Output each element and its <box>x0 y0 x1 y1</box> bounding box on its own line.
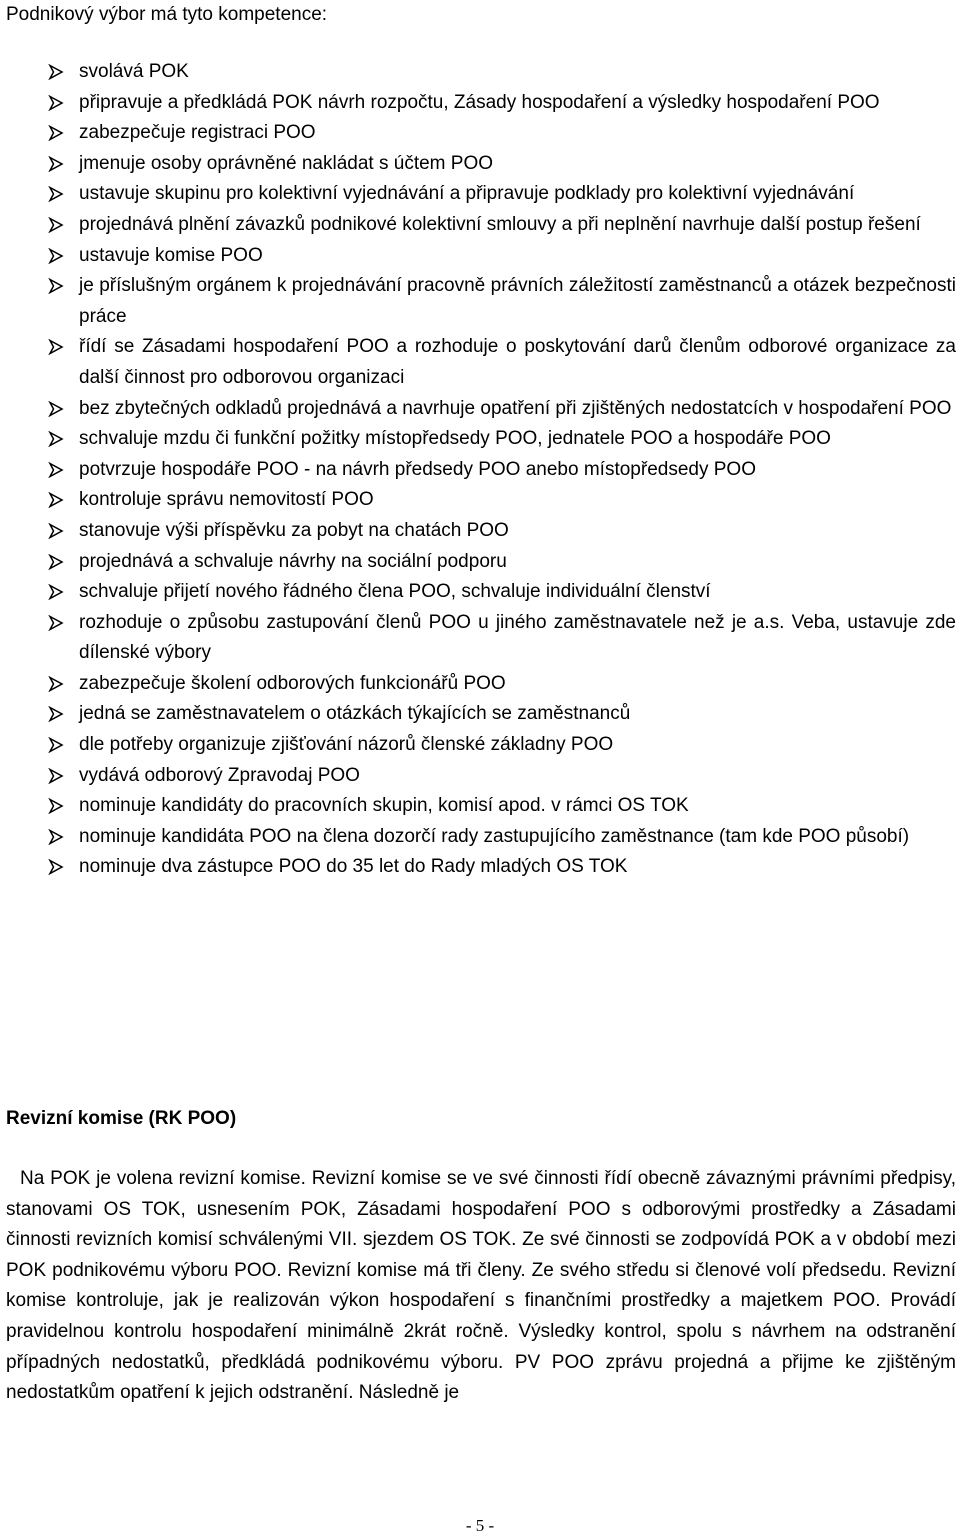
list-item <box>0 455 958 486</box>
list-item-text: schvaluje mzdu či funkční požitky místopředsedy POO, jednatele POO a hospodáře POO <box>79 428 831 450</box>
arrow-bullet-icon <box>48 829 64 845</box>
list-item <box>0 822 958 853</box>
list-item-text: nominuje kandidáta POO na člena dozorčí rady zastupujícího zaměstnance (tam kde POO působí) <box>79 825 910 847</box>
list-item-text: stanovuje výši příspěvku za pobyt na chatách POO <box>79 519 509 541</box>
arrow-bullet-icon <box>48 523 64 539</box>
list-item <box>0 210 958 241</box>
list-item-text: kontroluje správu nemovitostí POO <box>79 489 374 511</box>
list-item-text: rozhoduje o způsobu zastupování členů POO u jiného zaměstnavatele než je a.s. Veba, ustavuje zde dílenské výbory <box>79 611 956 664</box>
list-item <box>0 57 958 88</box>
list-item <box>0 118 958 149</box>
arrow-bullet-icon <box>48 401 64 417</box>
arrow-bullet-icon <box>48 768 64 784</box>
list-item <box>0 699 958 730</box>
list-item-text: ustavuje skupinu pro kolektivní vyjednávání a připravuje podklady pro kolektivní vyjednávání <box>79 183 855 205</box>
list-item-text: vydává odborový Zpravodaj POO <box>79 764 360 786</box>
list-item-text: je příslušným orgánem k projednávání pracovně právních záležitostí zaměstnanců a otázek bezpečnosti práce <box>79 275 956 327</box>
list-item <box>0 608 958 669</box>
arrow-bullet-icon <box>48 95 64 111</box>
list-item <box>0 179 958 210</box>
arrow-bullet-icon <box>48 798 64 814</box>
list-item-text: ustavuje komise POO <box>79 244 263 266</box>
list-item <box>0 394 958 425</box>
list-item-text: projednává a schvaluje návrhy na sociální podporu <box>79 550 507 572</box>
arrow-bullet-icon <box>48 248 64 264</box>
list-item <box>0 669 958 700</box>
arrow-bullet-icon <box>48 431 64 447</box>
list-item-text: svolává POK <box>79 61 189 82</box>
list-item-text: jedná se zaměstnavatelem o otázkách týkajících se zaměstnanců <box>79 703 631 725</box>
revision-committee-paragraph <box>6 1164 956 1409</box>
arrow-bullet-icon <box>48 339 64 355</box>
list-item <box>0 577 958 608</box>
arrow-bullet-icon <box>48 278 64 294</box>
list-item <box>0 547 958 578</box>
arrow-bullet-icon <box>48 125 64 141</box>
arrow-bullet-icon <box>48 737 64 753</box>
list-item-text: připravuje a předkládá POK návrh rozpočtu, Zásady hospodaření a výsledky hospodaření POO <box>79 91 880 113</box>
list-item <box>0 761 958 792</box>
arrow-bullet-icon <box>48 64 64 80</box>
list-item <box>0 424 958 455</box>
list-item <box>0 149 958 180</box>
arrow-bullet-icon <box>48 676 64 692</box>
list-item-text: projednává plnění závazků podnikové kolektivní smlouvy a při neplnění navrhuje další postup řešení <box>79 213 921 235</box>
list-item-text: nominuje dva zástupce POO do 35 let do Rady mladých OS TOK <box>79 856 628 878</box>
arrow-bullet-icon <box>48 706 64 722</box>
page-number: - 5 - <box>465 1516 495 1535</box>
list-item-text: nominuje kandidáty do pracovních skupin, komisí apod. v rámci OS TOK <box>79 795 689 817</box>
arrow-bullet-icon <box>48 859 64 875</box>
list-item-text: zabezpečuje registraci POO <box>79 122 316 144</box>
list-item-text: potvrzuje hospodáře POO - na návrh předsedy POO anebo místopředsedy POO <box>79 458 756 480</box>
arrow-bullet-icon <box>48 584 64 600</box>
list-item-text: jmenuje osoby oprávněné nakládat s účtem POO <box>79 152 494 174</box>
paragraph-text: Na POK je volena revizní komise. Revizní komise se ve své činnosti řídí obecně závaznými právními předpisy, stanovami OS TOK, usnesením POK, Zásadami hospodaření POO s odborovými prostředky a Zásadami činnosti revizních komisí schválenými VII. sjezdem OS TOK. Ze své činnosti se zodpovídá POK a v období mezi POK podnikovému výboru POO. Revizní komise má tři členy. Ze svého středu si členové volí předsedu. Revizní komise kontroluje, jak je realizován výkon hospodaření s finančními prostředky a majetkem POO. Provádí pravidelnou kontrolu hospodaření minimálně 2krát ročně. Výsledky kontrol, spolu s návrhem na odstranění případných nedostatků, předkládá podnikovému výboru. PV POO zprávu projedná a přijme ke zjištěným nedostatkům opatření k jejich odstranění. Následně je <box>6 1168 956 1404</box>
list-item <box>0 852 958 883</box>
competences-list <box>0 57 958 883</box>
list-item <box>0 516 958 547</box>
list-item-text: schvaluje přijetí nového řádného člena POO, schvaluje individuální členství <box>79 581 711 603</box>
list-item <box>0 241 958 272</box>
list-item <box>0 88 958 119</box>
list-item <box>0 730 958 761</box>
list-item <box>0 332 958 393</box>
arrow-bullet-icon <box>48 156 64 172</box>
list-item-text: bez zbytečných odkladů projednává a navrhuje opatření při zjištěných nedostatcích v hospodaření POO <box>79 397 952 419</box>
list-item <box>0 271 958 332</box>
arrow-bullet-icon <box>48 186 64 202</box>
list-item <box>0 791 958 822</box>
arrow-bullet-icon <box>48 615 64 631</box>
list-item-text: zabezpečuje školení odborových funkcionářů POO <box>79 672 506 694</box>
arrow-bullet-icon <box>48 492 64 508</box>
list-item <box>0 485 958 516</box>
list-item-text: dle potřeby organizuje zjišťování názorů členské základny POO <box>79 734 614 756</box>
list-item-text: řídí se Zásadami hospodaření POO a rozhoduje o poskytování darů členům odborové organizace za další činnost pro odborovou organizaci <box>79 336 956 388</box>
section-heading: Revizní komise (RK POO) <box>6 1108 237 1129</box>
arrow-bullet-icon <box>48 462 64 478</box>
arrow-bullet-icon <box>48 554 64 570</box>
intro-text: Podnikový výbor má tyto kompetence: <box>6 4 328 25</box>
arrow-bullet-icon <box>48 217 64 233</box>
